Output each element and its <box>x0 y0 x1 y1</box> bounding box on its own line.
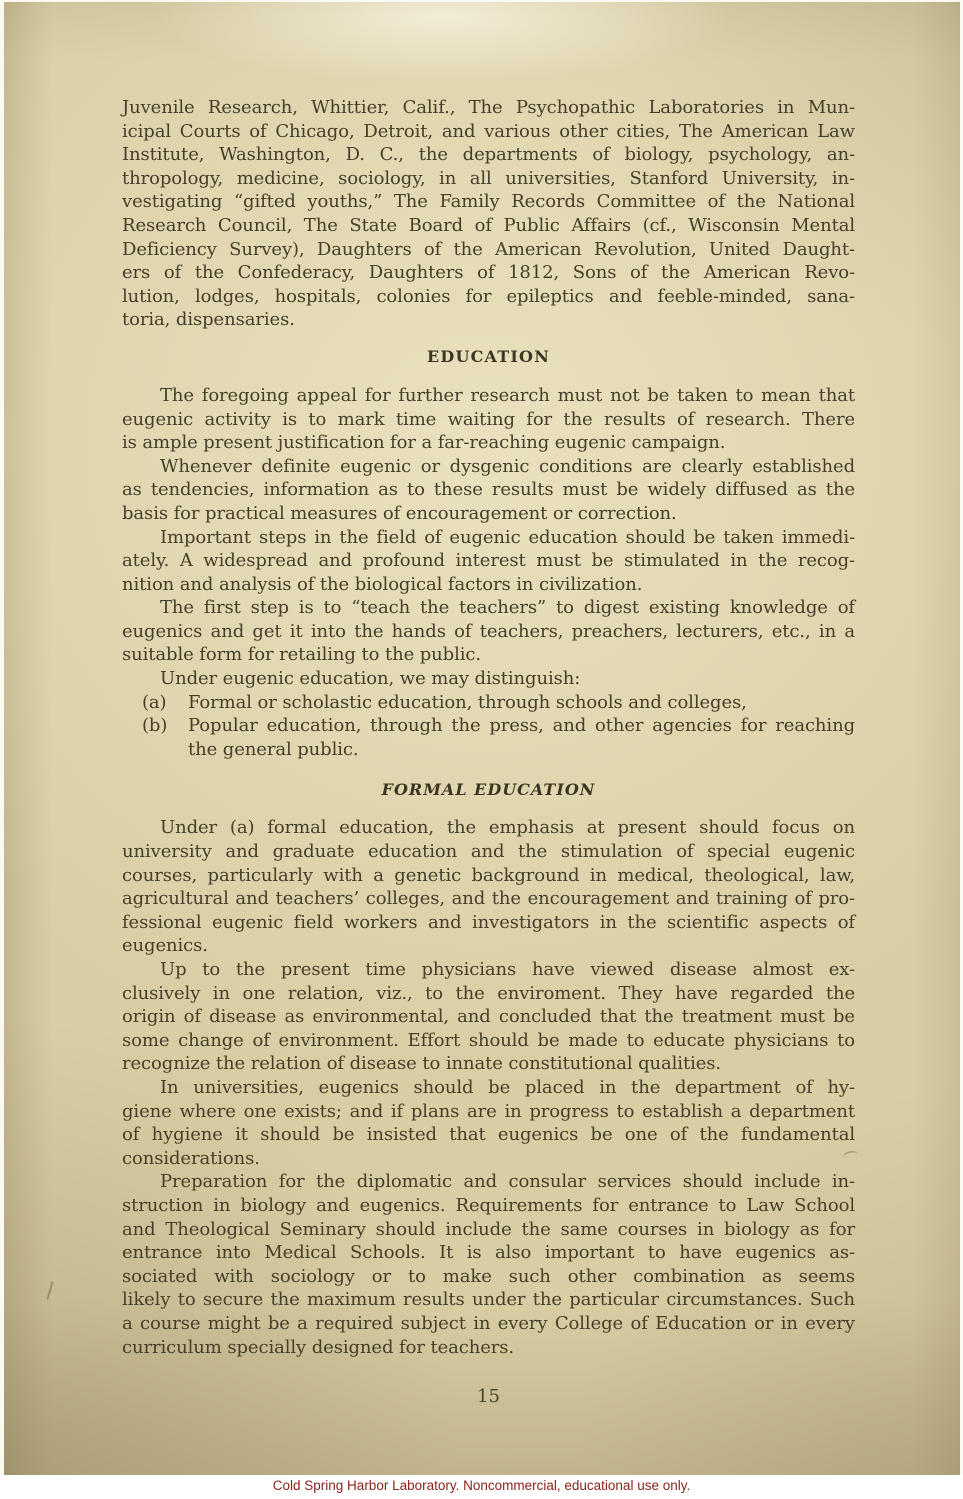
text-line: Deficiency Survey), Daughters of the American Revolution, United Daught- <box>122 238 855 260</box>
text-line: Formal or scholastic education, through schools and colleges, <box>188 691 747 713</box>
text-line: ately. A widespread and profound interest must be stimulated in the recog- <box>122 550 855 572</box>
text-line: likely to secure the maximum results under the particular circumstances. Such <box>122 1289 855 1311</box>
text-line: toria, dispensaries. <box>122 309 295 331</box>
text-line: Important steps in the field of eugenic education should be taken immedi- <box>160 526 855 548</box>
text-line: Research Council, The State Board of Public Affairs (cf., Wisconsin Mental <box>122 214 855 236</box>
body-text-column <box>122 96 855 1359</box>
text-line: Preparation for the diplomatic and consular services should include in- <box>160 1171 855 1193</box>
paragraph <box>122 1076 855 1170</box>
text-line: icipal Courts of Chicago, Detroit, and various other cities, The American Law <box>122 120 855 142</box>
text-line: Whenever definite eugenic or dysgenic conditions are clearly established <box>160 455 855 477</box>
text-line: Popular education, through the press, and other agencies for reaching <box>188 715 855 737</box>
text-line: eugenic activity is to mark time waiting for the results of research. There <box>122 408 855 430</box>
paragraph <box>122 816 855 958</box>
text-line: courses, particularly with a genetic background in medical, theological, law, <box>122 864 855 886</box>
list-item-text <box>188 714 855 761</box>
text-line: Under eugenic education, we may distinguish: <box>160 668 581 690</box>
text-line: recognize the relation of disease to innate constitutional qualities. <box>122 1053 722 1075</box>
text-line: as tendencies, information as to these results must be widely diffused as the <box>122 479 855 501</box>
text-line: university and graduate education and the stimulation of special eugenic <box>122 841 855 863</box>
text-line: fessional eugenic field workers and investigators in the scientific aspects of <box>122 911 855 933</box>
paragraph <box>122 1170 855 1359</box>
text-line: a course might be a required subject in every College of Education or in every <box>122 1312 855 1334</box>
text-line: and Theological Seminary should include the same courses in biology as for <box>122 1218 855 1240</box>
footer-credit-bar <box>0 1475 963 1499</box>
list-item-text <box>188 691 855 715</box>
text-line: sociated with sociology or to make such other combination as seems <box>122 1265 855 1287</box>
list-item-a <box>122 691 855 715</box>
list-item-b <box>122 714 855 761</box>
text-line: eugenics. <box>122 935 208 957</box>
text-line: Institute, Washington, D. C., the departments of biology, psychology, an- <box>122 144 855 166</box>
text-line: clusively in one relation, viz., to the enviroment. They have regarded the <box>122 982 855 1004</box>
text-line: vestigating “gifted youths,” The Family Records Committee of the National <box>122 191 855 213</box>
text-line: is ample present justification for a far-reaching eugenic campaign. <box>122 432 726 454</box>
section-heading-formal-education: FORMAL EDUCATION <box>381 780 596 800</box>
paragraph <box>122 958 855 1076</box>
text-line: giene where one exists; and if plans are in progress to establish a department <box>122 1100 855 1122</box>
text-line: eugenics and get it into the hands of teachers, preachers, lecturers, etc., in a <box>122 620 855 642</box>
paragraph <box>122 455 855 526</box>
text-line: basis for practical measures of encouragement or correction. <box>122 502 677 524</box>
text-line: some change of environment. Effort should be made to educate physicians to <box>122 1029 855 1051</box>
text-line: nition and analysis of the biological factors in civilization. <box>122 573 643 595</box>
paragraph <box>122 667 855 691</box>
text-line: Under (a) formal education, the emphasis at present should focus on <box>160 817 855 839</box>
footer-credit-text: Cold Spring Harbor Laboratory. Noncommercial, educational use only. <box>272 1478 691 1493</box>
text-line: origin of disease as environmental, and concluded that the treatment must be <box>122 1006 855 1028</box>
text-line: The first step is to “teach the teachers” to digest existing knowledge of <box>160 597 855 619</box>
text-line: suitable form for retailing to the public. <box>122 644 481 666</box>
text-line: the general public. <box>188 738 359 760</box>
text-line: lution, lodges, hospitals, colonies for epileptics and feeble-minded, sana- <box>122 285 855 307</box>
text-line: of hygiene it should be insisted that eugenics be one of the fundamental <box>122 1124 855 1146</box>
text-line: thropology, medicine, sociology, in all universities, Stanford University, in- <box>122 167 855 189</box>
text-line: entrance into Medical Schools. It is also important to have eugenics as- <box>122 1242 855 1264</box>
text-line: In universities, eugenics should be placed in the department of hy- <box>160 1076 855 1098</box>
text-line: Up to the present time physicians have viewed disease almost ex- <box>160 959 855 980</box>
paragraph-continuation <box>122 96 855 332</box>
text-line: agricultural and teachers’ colleges, and the encouragement and training of pro- <box>122 888 855 910</box>
paragraph <box>122 384 855 455</box>
list-marker-b: (b) <box>142 715 168 737</box>
text-line: The foregoing appeal for further research must not be taken to mean that <box>160 384 855 406</box>
text-line: struction in biology and eugenics. Requirements for entrance to Law School <box>122 1194 855 1216</box>
text-line: Juvenile Research, Whittier, Calif., The Psychopathic Laboratories in Mun- <box>122 97 855 118</box>
page-number: 15 <box>477 1386 500 1407</box>
text-line: curriculum specially designed for teachers. <box>122 1336 515 1358</box>
text-line: ers of the Confederacy, Daughters of 1812, Sons of the American Revo- <box>122 262 855 284</box>
list-marker-a: (a) <box>142 691 167 713</box>
paragraph <box>122 596 855 667</box>
paragraph <box>122 526 855 597</box>
text-line: considerations. <box>122 1147 260 1169</box>
section-heading-education: EDUCATION <box>426 346 551 366</box>
